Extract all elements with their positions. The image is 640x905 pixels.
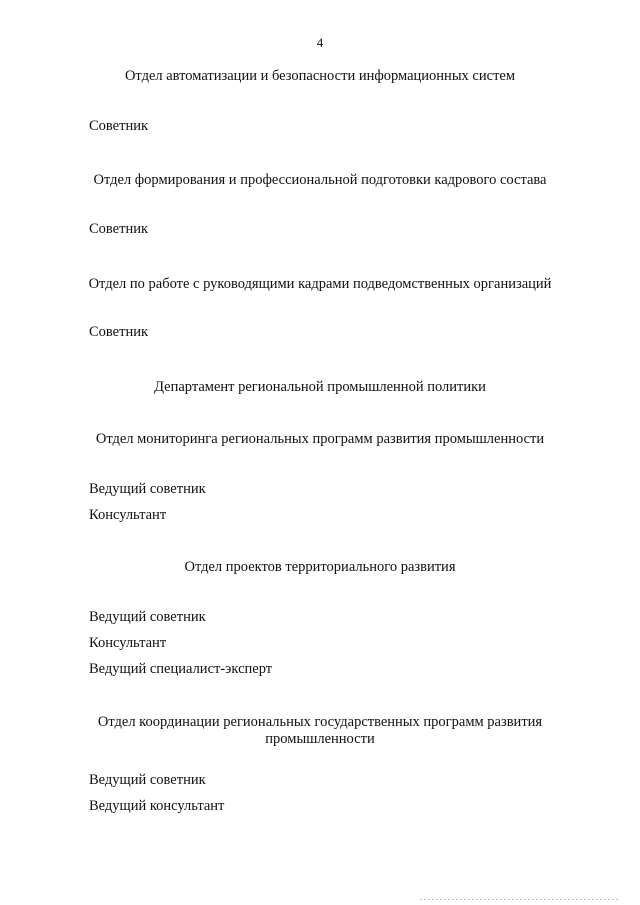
position-label: Советник <box>89 221 149 237</box>
section-heading-executive-personnel: Отдел по работе с руководящими кадрами подведомственных организаций <box>88 276 552 292</box>
position-label: Ведущий советник <box>89 609 206 625</box>
position-label: Консультант <box>89 507 167 523</box>
section-heading-territorial-projects: Отдел проектов территориального развития <box>184 559 456 575</box>
position-label: Советник <box>89 118 149 134</box>
position-label: Консультант <box>89 635 167 651</box>
position-label: Советник <box>89 324 149 340</box>
section-heading-automation: Отдел автоматизации и безопасности информационных систем <box>124 68 516 84</box>
section-heading-personnel-training: Отдел формирования и профессиональной подготовки кадрового состава <box>93 172 547 188</box>
section-heading-coordination-line-1: Отдел координации региональных государственных программ развития <box>97 714 543 730</box>
page-number: 4 <box>316 35 324 50</box>
scan-edge-mark <box>420 899 620 900</box>
position-label: Ведущий советник <box>89 772 206 788</box>
department-heading-industrial-policy: Департамент региональной промышленной политики <box>154 379 486 395</box>
section-heading-monitoring: Отдел мониторинга региональных программ развития промышленности <box>95 431 545 447</box>
position-label: Ведущий специалист-эксперт <box>89 661 273 677</box>
section-heading-coordination-line-2: промышленности <box>265 731 375 747</box>
position-label: Ведущий консультант <box>89 798 225 814</box>
position-label: Ведущий советник <box>89 481 206 497</box>
